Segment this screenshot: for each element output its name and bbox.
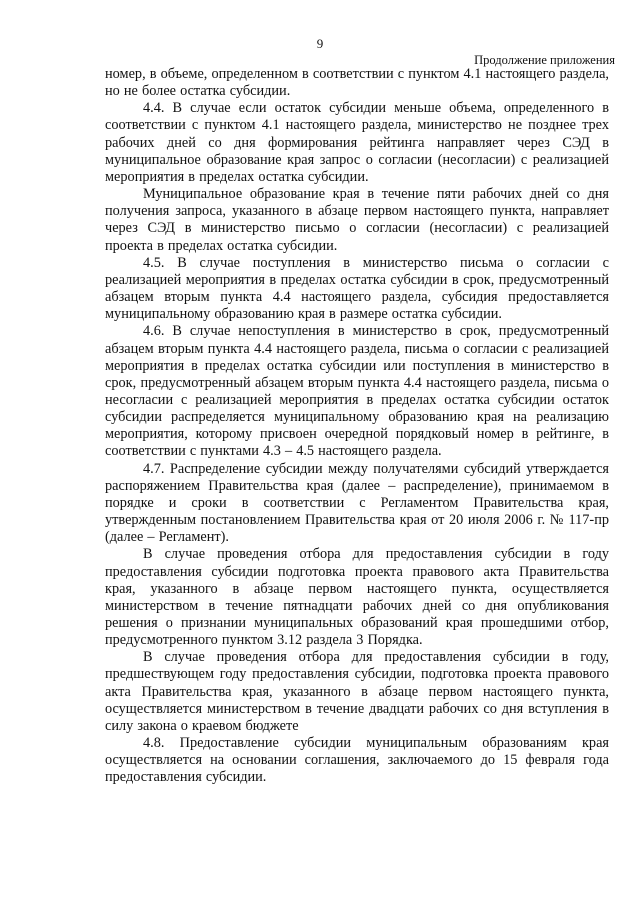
paragraph-4-5: 4.5. В случае поступления в министерство письма о согласии с реализацией мероприятия в пределах остатка субсидии в срок, предусмотренный абзацем вторым пункта 4.4 настоящего раздела, субсидия предоставляется муниципальному образованию края в размере остатка субсидии. (105, 254, 609, 323)
paragraph-4-7-third: В случае проведения отбора для предоставления субсидии в году, предшествующем году предоставления субсидии, подготовка проекта правового акта Правительства края, указанного в абзаце первом настоящего пункта, осуществляется министерством в течение двадцати рабочих со дня вступления в силу закона о краевом бюджете (105, 649, 609, 734)
paragraph-4-4-second: Муниципальное образование края в течение пяти рабочих дней со дня получения запроса, указанного в абзаце первом настоящего пункта, направляет через СЭД в министерство письмо о согласии (несогласии) с реализацией проекта в пределах остатка субсидии. (105, 186, 609, 254)
paragraph-4-7: 4.7. Распределение субсидии между получателями субсидий утверждается распоряжением Правительства края (далее – распределение), принимаемом в порядке и сроки в соответствии с Регламентом Правительства края, утвержденным постановлением Правительства края от 20 июля 2006 г. № 117-пр (далее – Регламент). (105, 460, 609, 546)
paragraph-4-6: 4.6. В случае непоступления в министерство в срок, предусмотренный абзацем вторым пункта 4.4 настоящего раздела, письма о согласии с реализацией мероприятия в пределах остатка субсидии или поступления в министерство в срок, предусмотренный абзацем вторым пункта 4.4 настоящего раздела, письма о несогласии с реализацией мероприятия в пределах остатка субсидии остаток субсидии распределяется муниципальному образованию края на реализацию мероприятия, которому присвоен очередной порядковый номер в рейтинге, в соответствии с пунктами 4.3 – 4.5 настоящего раздела. (105, 323, 609, 460)
paragraph-4-4: 4.4. В случае если остаток субсидии меньше объема, определенного в соответствии с пунктом 4.1 настоящего раздела, министерство не позднее трех рабочих дней со дня формирования рейтинга направляет через СЭД в муниципальное образование края запрос о согласии (несогласии) с реализацией мероприятия в пределах остатка субсидии. (105, 100, 609, 185)
appendix-continuation-note: Продолжение приложения (474, 53, 615, 67)
paragraph-4-8: 4.8. Предоставление субсидии муниципальным образованиям края осуществляется на основании соглашения, заключаемого до 15 февраля года предоставления субсидии. (105, 735, 609, 786)
document-body (105, 66, 609, 787)
paragraph-continuation: номер, в объеме, определенном в соответствии с пунктом 4.1 настоящего раздела, но не более остатка субсидии. (105, 66, 609, 100)
page-number: 9 (316, 36, 324, 51)
paragraph-4-7-second: В случае проведения отбора для предоставления субсидии в году предоставления субсидии подготовка проекта правового акта Правительства края, указанного в абзаце первом настоящего пункта, осуществляется министерством в течение пятнадцати рабочих дней со дня опубликования решения о признании муниципальных образований края прошедшими отбор, предусмотренного пунктом 3.12 раздела 3 Порядка. (105, 546, 609, 649)
